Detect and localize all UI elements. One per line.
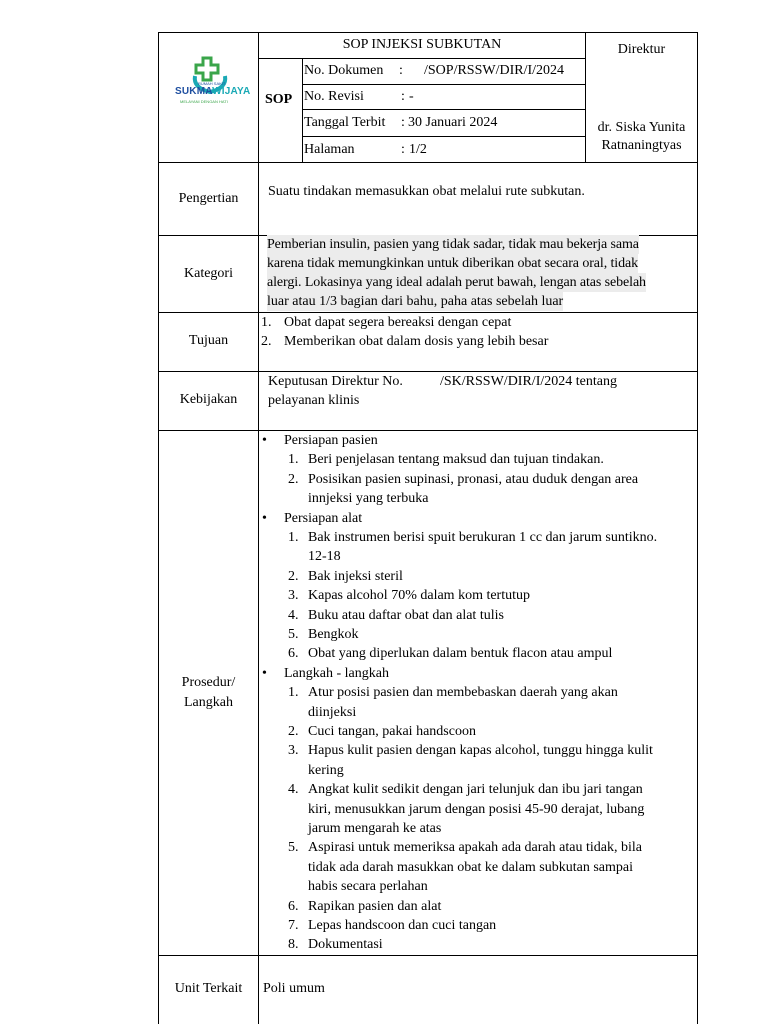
- procedure-step-line: Angkat kulit sedikit dengan jari telunjuk dan ibu jari tangan: [308, 782, 643, 798]
- step-number: 8.: [288, 937, 299, 953]
- kategori-line: karena tidak memungkinkan untuk diberikan obat secara oral, tidak: [267, 256, 638, 271]
- procedure-step-line: Lepas handscoon dan cuci tangan: [308, 918, 497, 933]
- sop-title: SOP INJEKSI SUBKUTAN: [342, 37, 502, 52]
- page-value: 1/2: [409, 142, 427, 157]
- logo-name-b: WIJAYA: [212, 86, 251, 97]
- step-number: 1.: [288, 530, 299, 545]
- step-number: 7.: [288, 918, 299, 933]
- logo-name-a: SUKMA: [175, 86, 213, 97]
- procedure-step-line: habis secara perlahan: [308, 879, 428, 895]
- step-number: 5.: [288, 840, 299, 856]
- step-number: 4.: [288, 607, 299, 623]
- procedure-step-line: innjeksi yang terbuka: [308, 491, 429, 507]
- step-number: 6.: [288, 898, 299, 914]
- step-number: 2.: [288, 471, 299, 487]
- procedure-step-line: Posisikan pasien supinasi, pronasi, atau duduk dengan area: [308, 471, 639, 487]
- procedure-step-line: Kapas alcohol 70% dalam kom tertutup: [308, 588, 530, 604]
- page-sep: :: [401, 142, 405, 157]
- procedure-step-line: Atur posisi pasien dan membebaskan daerah yang akan: [308, 685, 618, 701]
- issue-date-label: Tanggal Terbit: [304, 115, 386, 130]
- procedure-step-line: Buku atau daftar obat dan alat tulis: [308, 607, 504, 623]
- director-name-line2: Ratnaningtyas: [601, 138, 682, 153]
- procedure-step-line: Dokumentasi: [308, 937, 383, 953]
- procedure-step-line: Aspirasi untuk memeriksa apakah ada darah atau tidak, bila: [308, 840, 642, 856]
- pengertian-text: Suatu tindakan memasukkan obat melalui rute subkutan.: [268, 184, 585, 199]
- step-number: 1.: [288, 685, 299, 701]
- kebijakan-prefix: Keputusan Direktur No.: [268, 374, 403, 389]
- step-number: 4.: [288, 782, 299, 798]
- prosedur-label-line1: Prosedur/: [181, 675, 236, 690]
- procedure-step-line: kering: [308, 762, 344, 778]
- kategori-line: alergi. Lokasinya yang ideal adalah perut bawah, lengan atas sebelah: [267, 275, 646, 290]
- step-number: 2.: [288, 724, 299, 739]
- unit-terkait-label: Unit Terkait: [174, 981, 243, 996]
- director-role: Direktur: [617, 42, 666, 57]
- kebijakan-label: Kebijakan: [179, 392, 238, 407]
- procedure-step-line: Beri penjelasan tentang maksud dan tujuan tindakan.: [308, 452, 604, 468]
- list-number: 2.: [261, 334, 272, 349]
- procedure-group-title: Persiapan alat: [284, 510, 363, 526]
- procedure-step-line: Bengkok: [308, 627, 359, 642]
- kebijakan-ref: /SK/RSSW/DIR/I/2024 tentang: [440, 374, 617, 389]
- procedure-group-title: Persiapan pasien: [284, 433, 378, 448]
- director-name-line1: dr. Siska Yunita: [597, 120, 686, 135]
- procedure-step-line: jarum mengarah ke atas: [308, 821, 442, 836]
- procedure-step-line: Bak instrumen berisi spuit berukuran 1 cc dan jarum suntikno.: [308, 530, 658, 545]
- issue-date-sep: :: [401, 115, 405, 130]
- bullet-icon: •: [262, 665, 267, 681]
- step-number: 6.: [288, 646, 299, 662]
- kategori-line: Pemberian insulin, pasien yang tidak sadar, tidak mau bekerja sama: [267, 237, 639, 252]
- procedure-step-line: kiri, menusukkan jarum dengan posisi 45-90 derajat, lubang: [308, 801, 645, 817]
- logo-top-text: RUMAH SAKIT: [198, 81, 226, 86]
- issue-date-value: 30 Januari 2024: [408, 115, 498, 130]
- step-number: 3.: [288, 743, 299, 759]
- doc-no-sep: :: [399, 63, 403, 78]
- revision-label: No. Revisi: [304, 89, 364, 104]
- procedure-step-line: tidak ada darah masukkan obat ke dalam subkutan sampai: [308, 859, 634, 875]
- step-number: 1.: [288, 452, 299, 468]
- step-number: 3.: [288, 588, 299, 604]
- revision-value: -: [409, 89, 414, 104]
- procedure-step-line: diinjeksi: [308, 704, 357, 720]
- procedure-step-line: Hapus kulit pasien dengan kapas alcohol, tunggu hingga kulit: [308, 743, 653, 759]
- pengertian-label: Pengertian: [178, 191, 239, 206]
- revision-sep: :: [401, 89, 405, 104]
- procedure-step-line: Rapikan pasien dan alat: [308, 898, 442, 914]
- logo-wordmark: [175, 86, 250, 97]
- bullet-icon: •: [262, 510, 267, 526]
- tujuan-item: Obat dapat segera bereaksi dengan cepat: [284, 315, 512, 330]
- tujuan-item: Memberikan obat dalam dosis yang lebih besar: [284, 334, 549, 349]
- procedure-step-line: Cuci tangan, pakai handscoon: [308, 724, 476, 739]
- logo-tagline: MELAYANI DENGAN HATI: [180, 99, 228, 104]
- kategori-line: luar atau 1/3 bagian dari bahu, paha atas sebelah luar: [267, 294, 564, 309]
- step-number: 5.: [288, 627, 299, 642]
- procedure-step-line: 12-18: [308, 549, 341, 565]
- sop-label: SOP: [265, 92, 293, 107]
- procedure-step-line: Bak injeksi steril: [308, 568, 403, 584]
- tujuan-label: Tujuan: [188, 333, 229, 348]
- kebijakan-line2: pelayanan klinis: [268, 393, 360, 408]
- page-label: Halaman: [304, 142, 355, 157]
- prosedur-label-line2: Langkah: [184, 695, 233, 710]
- doc-no-label: No. Dokumen: [304, 63, 384, 78]
- step-number: 2.: [288, 568, 299, 584]
- doc-no-value: /SOP/RSSW/DIR/I/2024: [424, 63, 565, 78]
- procedure-group-title: Langkah - langkah: [284, 665, 389, 681]
- kategori-label: Kategori: [184, 266, 233, 281]
- unit-terkait-text: Poli umum: [263, 981, 325, 996]
- prosedur-label: [159, 673, 258, 713]
- list-number: 1.: [261, 315, 272, 330]
- procedure-step-line: Obat yang diperlukan dalam bentuk flacon atau ampul: [308, 646, 613, 662]
- bullet-icon: •: [262, 433, 267, 448]
